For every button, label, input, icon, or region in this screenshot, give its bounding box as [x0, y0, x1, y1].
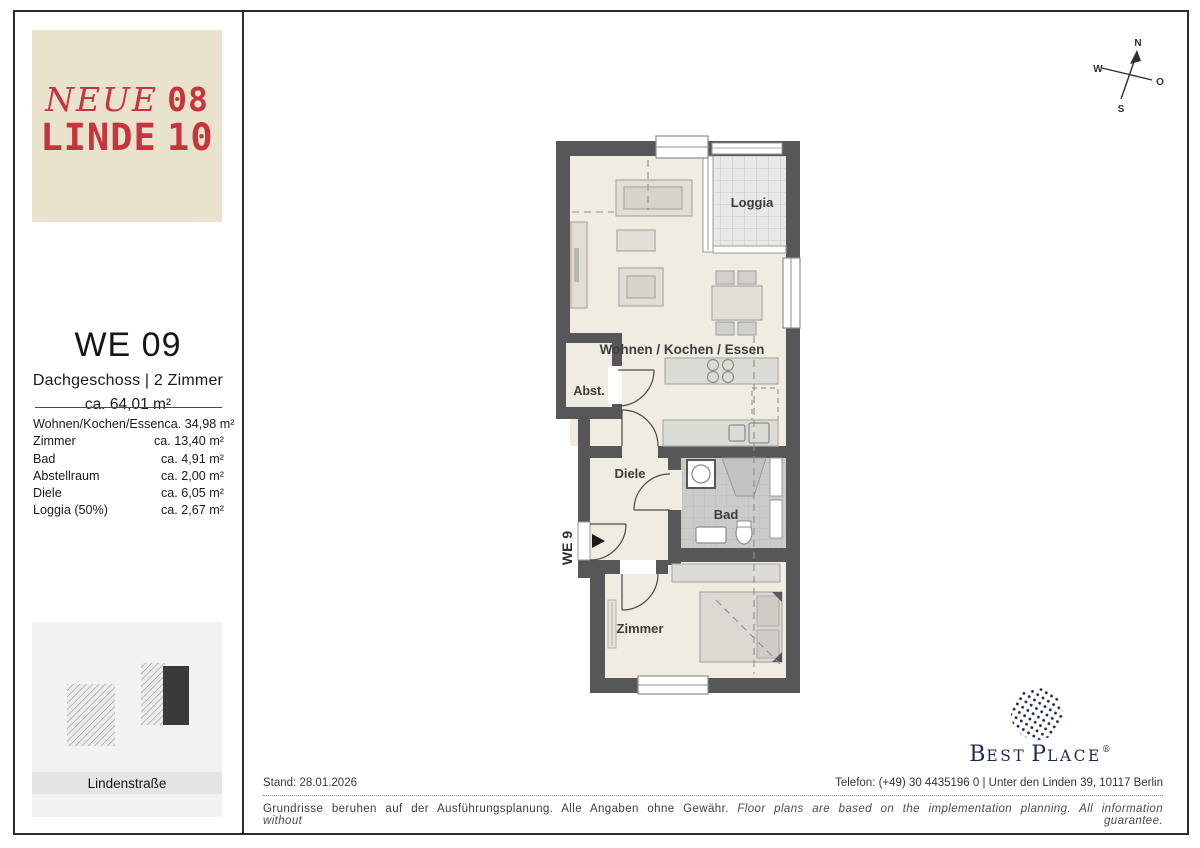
room-label: Bad: [33, 451, 56, 466]
table-row: [33, 485, 224, 502]
room-value: ca. 2,00 m²: [161, 468, 224, 483]
separator-rule: [35, 407, 222, 408]
brand-cap: P: [1031, 742, 1048, 767]
room-value: ca. 13,40 m²: [154, 434, 224, 449]
label-storage: Abst.: [573, 384, 605, 398]
unit-title: WE 09: [74, 326, 182, 364]
registered-mark: ®: [1101, 745, 1111, 755]
label-hall: Diele: [614, 466, 646, 481]
logo-line-2: [32, 118, 222, 158]
room-value: ca. 6,05 m²: [161, 486, 224, 501]
plan-date: Stand: 28.01.2026: [263, 777, 357, 789]
label-bath: Bad: [713, 507, 739, 522]
unit-marker-label: WE 9: [559, 530, 575, 566]
compass-s: S: [1117, 104, 1125, 115]
logo-line-1: [32, 82, 222, 118]
table-row: [33, 468, 224, 485]
column-divider: [242, 10, 244, 833]
table-row: [33, 416, 235, 433]
brand-rest: EST: [986, 747, 1027, 765]
table-row: [33, 502, 224, 519]
logo-number-10: 10: [167, 116, 214, 159]
room-label: Abstellraum: [33, 468, 100, 483]
street-label-band: [32, 772, 222, 794]
room-label: Diele: [33, 486, 62, 501]
contact-line: Telefon: (+49) 30 4435196 0 | Unter den Linden 39, 10117 Berlin: [835, 777, 1163, 789]
room-label: Zimmer: [33, 434, 76, 449]
compass-o: O: [1156, 77, 1164, 88]
disclaimer: [263, 803, 1163, 827]
unit-subtitle: Dachgeschoss | 2 Zimmer: [32, 372, 224, 389]
footer-dotted-rule: [263, 795, 1163, 796]
street-name: Lindenstraße: [87, 775, 167, 791]
brand-rest: LACE: [1047, 747, 1102, 765]
room-value: ca. 2,67 m²: [161, 503, 224, 518]
brand-cap: B: [969, 742, 987, 767]
compass-n: N: [1134, 38, 1142, 49]
logo-number-08: 08: [167, 80, 209, 119]
room-value: ca. 34,98 m²: [164, 417, 235, 431]
room-value: ca. 4,91 m²: [161, 451, 224, 466]
disclaimer-english: Floor plans are based on the implementation planning. All information without guarantee.: [263, 803, 1163, 827]
room-label: Wohnen/Kochen/Essen: [33, 417, 165, 431]
label-room: Zimmer: [616, 621, 664, 636]
logo-word-linde: LINDE: [40, 116, 157, 159]
compass-w: W: [1093, 64, 1103, 75]
label-living: Wohnen / Kochen / Essen: [599, 342, 765, 357]
logo-word-neue: NEUE: [45, 80, 158, 119]
room-label: Loggia (50%): [33, 503, 108, 518]
unit-total-area: ca. 64,01 m²: [84, 396, 172, 413]
project-logo: [32, 30, 222, 222]
best-place-logo: [940, 742, 1140, 767]
table-row: [33, 433, 224, 450]
disclaimer-german: Grundrisse beruhen auf der Ausführungsplanung. Alle Angaben ohne Gewähr.: [263, 803, 729, 815]
room-area-table: [33, 416, 235, 520]
table-row: [33, 451, 224, 468]
label-loggia: Loggia: [730, 195, 774, 210]
unit-header: [14, 326, 242, 414]
